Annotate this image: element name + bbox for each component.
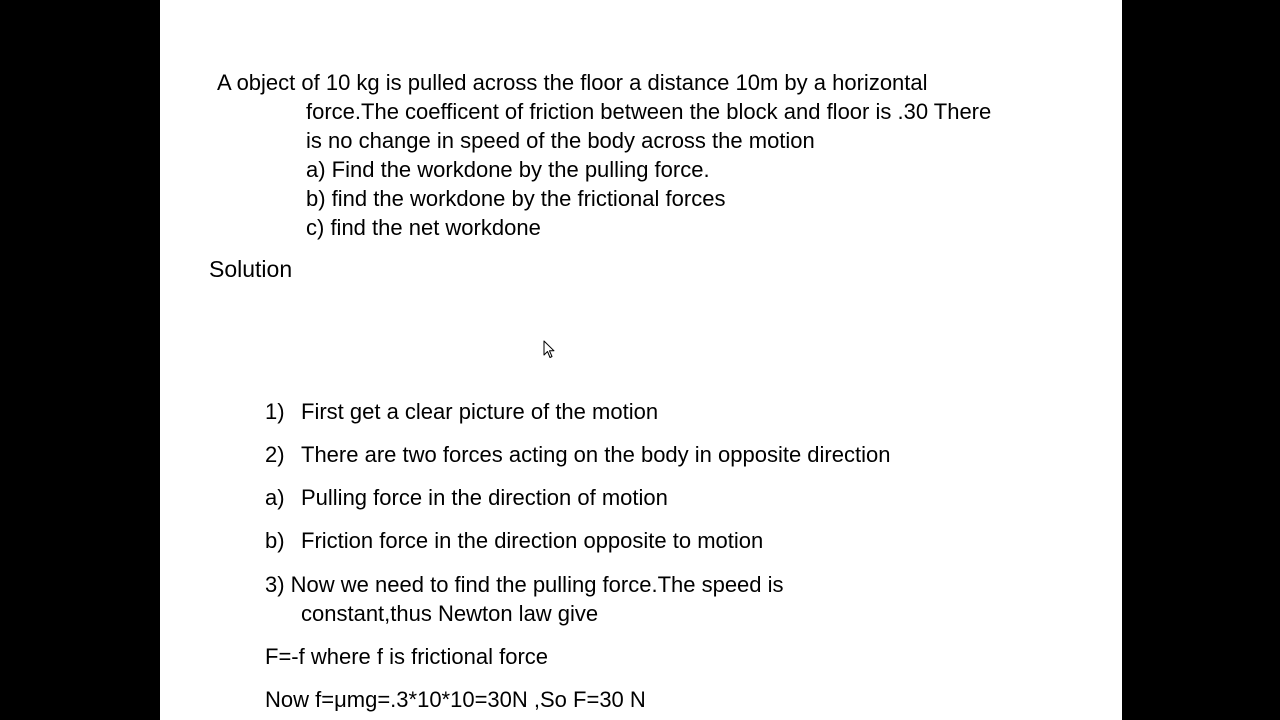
problem-line: force.The coefficent of friction between the block and floor is .30 There (306, 99, 992, 124)
step-marker: a) (265, 485, 285, 510)
step-3 (265, 570, 784, 628)
step-b (265, 526, 763, 555)
question-b: b) find the workdone by the frictional forces (306, 186, 726, 211)
step-3-line-1: 3) Now we need to find the pulling force.The speed is (265, 572, 784, 597)
step-text: Pulling force in the direction of motion (301, 485, 668, 510)
step-marker: b) (265, 528, 285, 553)
equation-line: F=-f where f is frictional force (265, 644, 549, 669)
problem-line: is no change in speed of the body across the motion (306, 128, 815, 153)
step-1 (265, 397, 658, 426)
step-3-line-2: constant,thus Newton law give (301, 601, 599, 626)
step-marker: 1) (265, 399, 285, 424)
step-text: There are two forces acting on the body in opposite direction (301, 442, 891, 467)
step-2 (265, 440, 890, 469)
result-line: Now f=μmg=.3*10*10=30N ,So F=30 N (265, 687, 646, 712)
step-text: Friction force in the direction opposite to motion (301, 528, 764, 553)
slide (160, 0, 1122, 720)
problem-statement (217, 68, 991, 242)
problem-line: A object of 10 kg is pulled across the floor a distance 10m by a horizontal (217, 70, 928, 95)
step-a (265, 483, 668, 512)
step-text: First get a clear picture of the motion (301, 399, 659, 424)
question-a: a) Find the workdone by the pulling force. (306, 157, 710, 182)
mouse-pointer-icon (543, 340, 555, 359)
step-marker: 2) (265, 442, 285, 467)
question-c: c) find the net workdone (306, 215, 541, 240)
solution-heading: Solution (209, 256, 293, 282)
